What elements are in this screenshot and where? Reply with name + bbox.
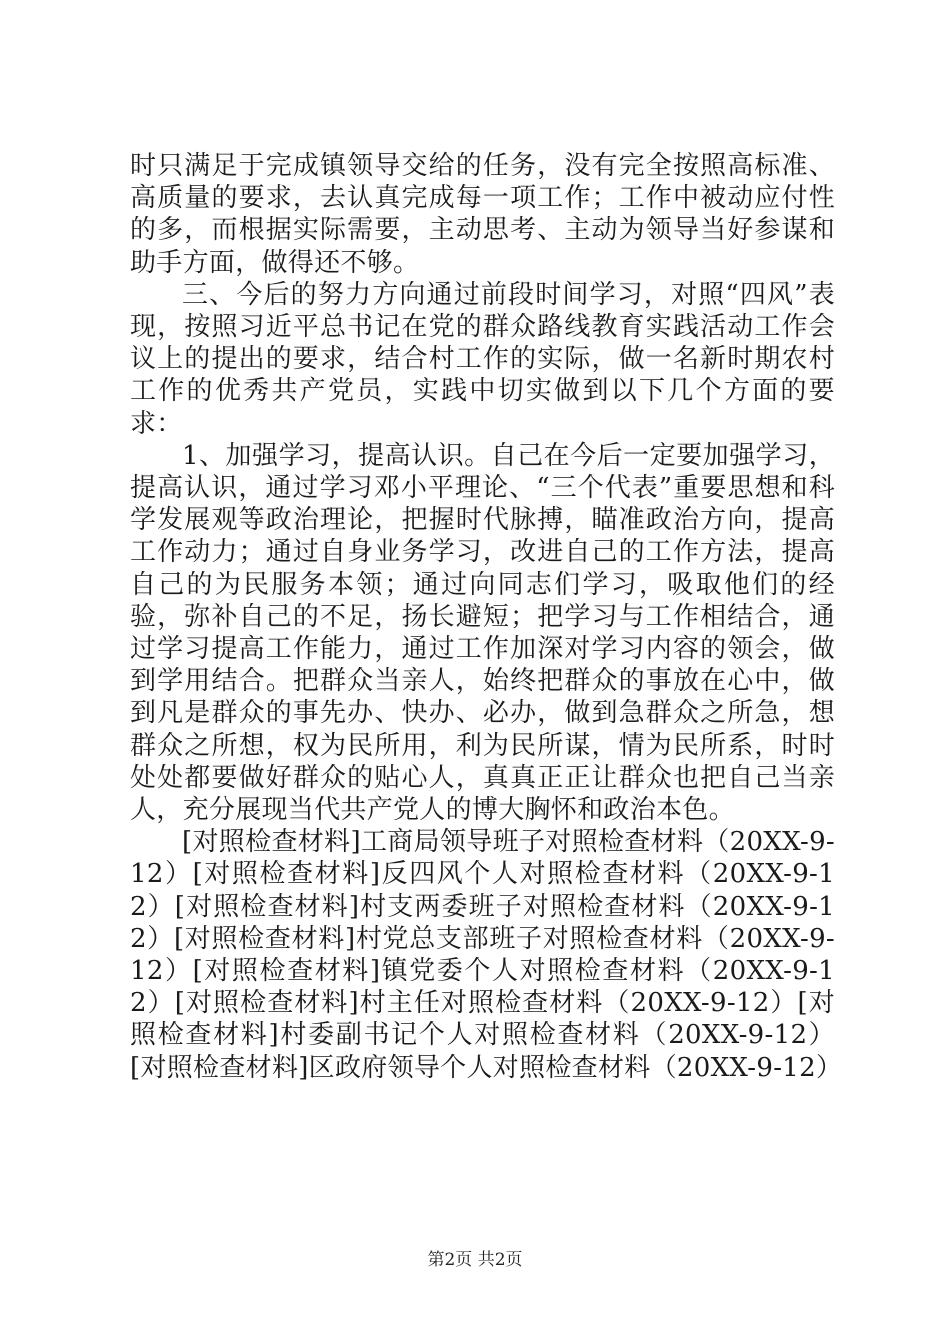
paragraph-continuation: 时只满足于完成镇领导交给的任务，没有完全按照高标准、高质量的要求，去认真完成每一项工作；工作中被动应付性的多，而根据实际需要，主动思考、主动为领导当好参谋和助手方面，做得还不够。	[130, 151, 835, 278]
page-number-footer: 第2页 共2页	[427, 1250, 523, 1270]
paragraph-related-materials: [对照检查材料]工商局领导班子对照检查材料（20XX-9-12）[对照检查材料]反四风个人对照检查材料（20XX-9-12）[对照检查材料]村支两委班子对照检查材料（20XX-9-12）[对照检查材料]村党总支部班子对照检查材料（20XX-9-12）[对照检查材料]镇党委个人对照检查材料（20XX-9-12）[对照检查材料]村主任对照检查材料（20XX-9-12）[对照检查材料]村委副书记个人对照检查材料（20XX-9-12）[对照检查材料]区政府领导个人对照检查材料（20XX-9-12）	[130, 827, 843, 1083]
paragraph-future-direction: 三、今后的努力方向通过前段时间学习，对照“四风”表现，按照习近平总书记在党的群众路线教育实践活动工作会议上的提出的要求，结合村工作的实际，做一名新时期农村工作的优秀共产党员，实践中切实做到以下几个方面的要求：	[130, 279, 835, 439]
document-body	[130, 150, 843, 1084]
paragraph-strengthen-study: 1、加强学习，提高认识。自己在今后一定要加强学习，提高认识，通过学习邓小平理论、“三个代表”重要思想和科学发展观等政治理论，把握时代脉搏，瞄准政治方向，提高工作动力；通过自身业务学习，改进自己的工作方法，提高自己的为民服务本领；通过向同志们学习，吸取他们的经验，弥补自己的不足，扬长避短；把学习与工作相结合，通过学习提高工作能力，通过工作加深对学习内容的领会，做到学用结合。把群众当亲人，始终把群众的事放在心中，做到凡是群众的事先办、快办、必办，做到急群众之所急，想群众之所想，权为民所用，利为民所谋，情为民所系，时时处处都要做好群众的贴心人，真真正正让群众也把自己当亲人，充分展现当代共产党人的博大胸怀和政治本色。	[130, 440, 835, 826]
